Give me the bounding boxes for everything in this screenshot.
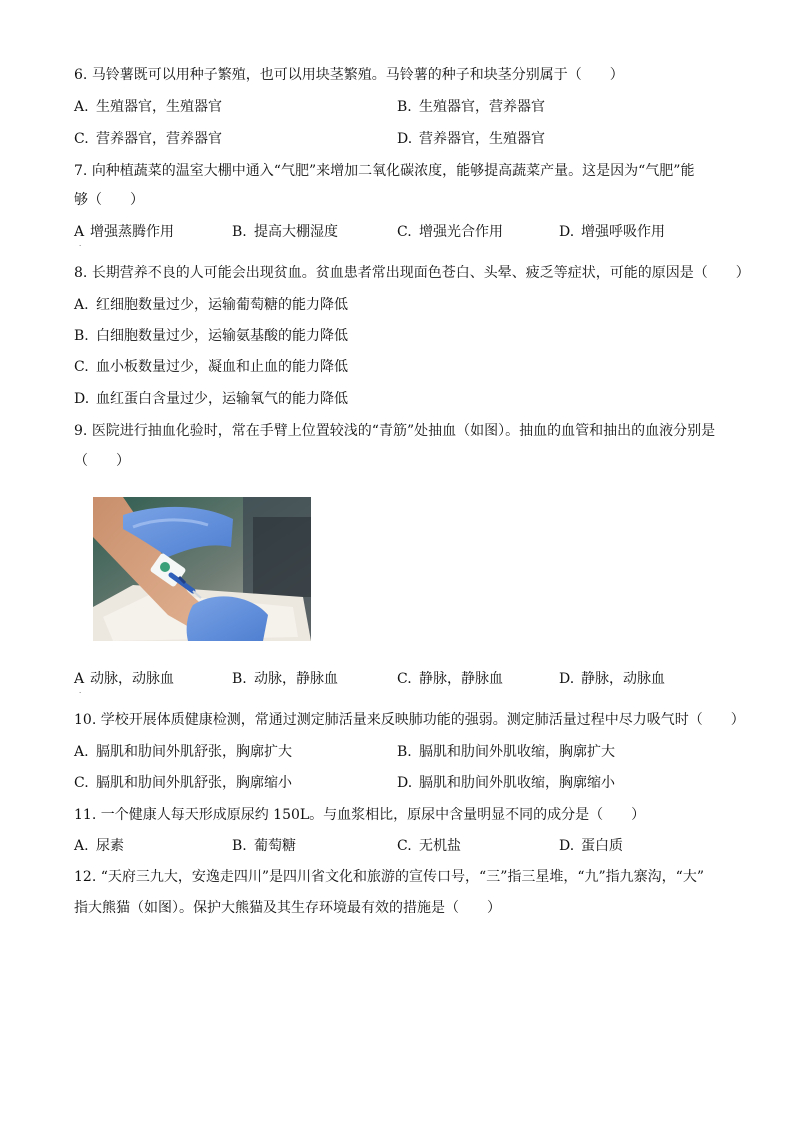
option-text: 白细胞数量过少，运输氨基酸的能力降低 bbox=[96, 328, 348, 344]
option-letter: C. bbox=[397, 671, 412, 687]
option-letter: A. bbox=[74, 744, 89, 760]
option-letter: C. bbox=[397, 838, 412, 854]
option-letter: C. bbox=[74, 775, 89, 791]
option-d[interactable] bbox=[74, 390, 348, 408]
question-6-stem bbox=[74, 66, 624, 84]
question-7-stem-continued: 够（ ） bbox=[74, 192, 144, 208]
option-a[interactable] bbox=[74, 223, 174, 241]
question-10-stem bbox=[74, 711, 745, 729]
question-8-stem bbox=[74, 264, 750, 282]
option-letter: B. bbox=[74, 328, 89, 344]
option-text: 生殖器官，生殖器官 bbox=[96, 99, 222, 115]
option-letter: B. bbox=[397, 99, 412, 115]
option-letter: D. bbox=[74, 391, 90, 407]
option-letter: A. bbox=[74, 838, 89, 854]
question-11-stem bbox=[74, 806, 645, 824]
question-text: 一个健康人每天形成原尿约 150L。与血浆相比，原尿中含量明显不同的成分是（ ） bbox=[100, 807, 646, 823]
option-text: 膈肌和肋间外肌舒张，胸廓扩大 bbox=[96, 744, 292, 760]
option-d[interactable] bbox=[559, 837, 623, 855]
option-b[interactable] bbox=[397, 98, 545, 116]
option-text: 红细胞数量过少，运输葡萄糖的能力降低 bbox=[96, 297, 348, 313]
blood-draw-illustration bbox=[93, 497, 311, 641]
option-text: 膈肌和肋间外肌收缩，胸廓扩大 bbox=[419, 744, 615, 760]
question-12-stem bbox=[74, 868, 704, 886]
question-text: 长期营养不良的人可能会出现贫血。贫血患者常出现面色苍白、头晕、疲乏等症状，可能的原因是（ ） bbox=[91, 265, 750, 281]
option-letter: B. bbox=[232, 838, 247, 854]
question-10-options-row-1 bbox=[74, 743, 734, 761]
question-text: 学校开展体质健康检测，常通过测定肺活量来反映肺功能的强弱。测定肺活量过程中尽力吸气时（ ） bbox=[100, 712, 745, 728]
question-11-options-row bbox=[74, 837, 734, 855]
option-c[interactable] bbox=[397, 670, 503, 688]
stray-dot: · bbox=[79, 242, 82, 250]
option-text: 增强蒸腾作用 bbox=[90, 224, 174, 240]
option-d[interactable] bbox=[397, 774, 615, 792]
option-text: 动脉，动脉血 bbox=[90, 671, 174, 687]
option-text: 尿素 bbox=[96, 838, 124, 854]
option-text: 增强光合作用 bbox=[419, 224, 503, 240]
option-b[interactable] bbox=[397, 743, 615, 761]
question-7-stem bbox=[74, 162, 694, 180]
option-text: 静脉，静脉血 bbox=[419, 671, 503, 687]
option-text: 血红蛋白含量过少，运输氧气的能力降低 bbox=[96, 391, 348, 407]
question-9-options-row bbox=[74, 670, 734, 688]
question-9-stem-continued: （ ） bbox=[74, 453, 130, 469]
option-c[interactable] bbox=[74, 774, 292, 792]
option-a[interactable] bbox=[74, 743, 292, 761]
question-7-options-row bbox=[74, 223, 734, 241]
option-a[interactable] bbox=[74, 296, 348, 314]
question-number: 8. bbox=[74, 265, 88, 281]
option-text: 膈肌和肋间外肌收缩，胸廓缩小 bbox=[419, 775, 615, 791]
option-b[interactable] bbox=[232, 670, 338, 688]
option-a[interactable] bbox=[74, 837, 124, 855]
option-letter: D. bbox=[559, 224, 575, 240]
option-d[interactable] bbox=[397, 130, 545, 148]
option-letter: C. bbox=[74, 359, 89, 375]
option-d[interactable] bbox=[559, 223, 665, 241]
option-a[interactable] bbox=[74, 670, 174, 688]
option-letter: A bbox=[74, 671, 85, 687]
question-number: 11. bbox=[74, 807, 97, 823]
option-text: 膈肌和肋间外肌舒张，胸廓缩小 bbox=[96, 775, 292, 791]
option-text: 静脉，动脉血 bbox=[581, 671, 665, 687]
option-text: 葡萄糖 bbox=[254, 838, 296, 854]
option-letter: D. bbox=[397, 131, 413, 147]
option-c[interactable] bbox=[74, 358, 348, 376]
question-9-stem bbox=[74, 422, 715, 440]
option-b[interactable] bbox=[232, 837, 296, 855]
option-text: 营养器官，营养器官 bbox=[96, 131, 222, 147]
option-letter: D. bbox=[559, 671, 575, 687]
option-text: 提高大棚湿度 bbox=[254, 224, 338, 240]
question-number: 9. bbox=[74, 423, 88, 439]
option-d[interactable] bbox=[559, 670, 665, 688]
option-letter: B. bbox=[232, 671, 247, 687]
option-letter: D. bbox=[559, 838, 575, 854]
question-6-options-row-1 bbox=[74, 98, 734, 116]
option-letter: C. bbox=[397, 224, 412, 240]
option-letter: D. bbox=[397, 775, 413, 791]
option-c[interactable] bbox=[397, 837, 461, 855]
option-letter: A bbox=[74, 224, 85, 240]
question-10-options-row-2 bbox=[74, 774, 734, 792]
question-text: 马铃薯既可以用种子繁殖，也可以用块茎繁殖。马铃薯的种子和块茎分别属于（ ） bbox=[91, 67, 624, 83]
option-a[interactable] bbox=[74, 98, 222, 116]
question-text: “天府三九大，安逸走四川”是四川省文化和旅游的宣传口号，“三”指三星堆，“九”指九寨沟，“大” bbox=[100, 869, 704, 885]
question-6-options-row-2 bbox=[74, 130, 734, 148]
question-text: 医院进行抽血化验时，常在手臂上位置较浅的“青筋”处抽血（如图）。抽血的血管和抽出的血液分别是 bbox=[91, 423, 716, 439]
question-number: 12. bbox=[74, 869, 97, 885]
option-b[interactable] bbox=[74, 327, 348, 345]
question-12-stem-continued: 指大熊猫（如图）。保护大熊猫及其生存环境最有效的措施是（ ） bbox=[74, 900, 501, 916]
question-text: 向种植蔬菜的温室大棚中通入“气肥”来增加二氧化碳浓度，能够提高蔬菜产量。这是因为“气肥”能 bbox=[91, 163, 695, 179]
option-letter: A. bbox=[74, 99, 89, 115]
option-letter: B. bbox=[397, 744, 412, 760]
option-letter: A. bbox=[74, 297, 89, 313]
option-text: 蛋白质 bbox=[581, 838, 623, 854]
blood-draw-photo bbox=[93, 497, 311, 641]
question-number: 7. bbox=[74, 163, 88, 179]
option-text: 动脉，静脉血 bbox=[254, 671, 338, 687]
option-letter: B. bbox=[232, 224, 247, 240]
stray-dot: · bbox=[79, 689, 82, 697]
option-b[interactable] bbox=[232, 223, 338, 241]
option-text: 生殖器官，营养器官 bbox=[419, 99, 545, 115]
question-number: 6. bbox=[74, 67, 88, 83]
option-letter: C. bbox=[74, 131, 89, 147]
option-c[interactable] bbox=[397, 223, 503, 241]
option-text: 血小板数量过少，凝血和止血的能力降低 bbox=[96, 359, 348, 375]
option-text: 无机盐 bbox=[419, 838, 461, 854]
question-number: 10. bbox=[74, 712, 97, 728]
option-text: 增强呼吸作用 bbox=[581, 224, 665, 240]
option-text: 营养器官，生殖器官 bbox=[419, 131, 545, 147]
option-c[interactable] bbox=[74, 130, 222, 148]
